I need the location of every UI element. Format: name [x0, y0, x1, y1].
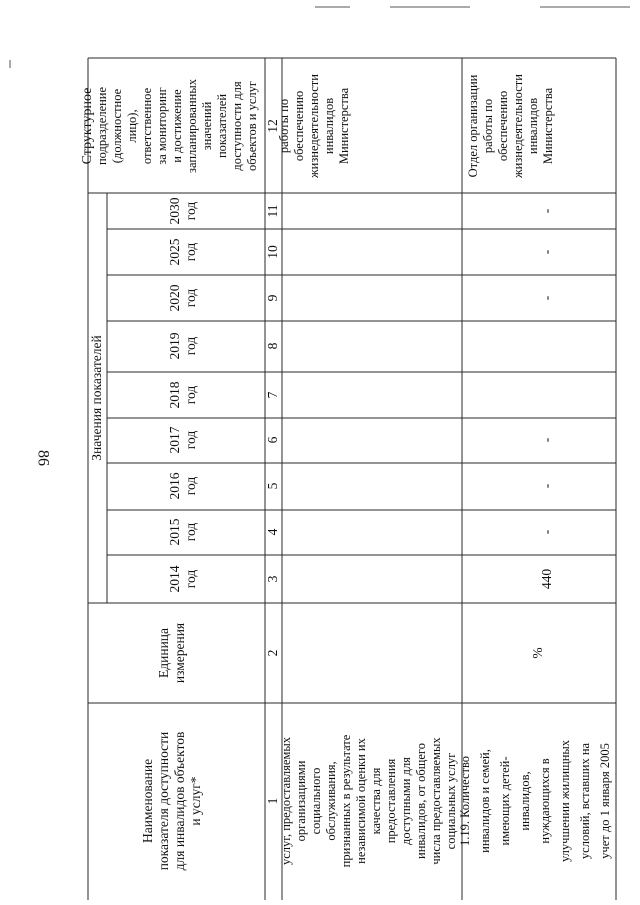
responsible-line: жизнедеятельности — [511, 74, 525, 178]
year-suffix: год — [183, 522, 198, 542]
year-suffix: год — [183, 476, 198, 496]
header-year-2018 — [167, 381, 198, 408]
row-name-line: социальных услуг — [444, 752, 458, 850]
value-2016: - — [539, 483, 555, 489]
column-number: 6 — [265, 436, 281, 444]
year-suffix: год — [183, 242, 198, 262]
column-number: 8 — [265, 342, 281, 350]
responsible-line: жизнедеятельности — [307, 74, 321, 178]
responsible-line: Министерства — [337, 87, 351, 165]
row-name-line: улучшении жилищных — [558, 739, 572, 863]
responsible-line: инвалидов — [526, 97, 540, 155]
responsible-line: доступности для — [230, 81, 244, 171]
row-2-values — [539, 208, 554, 589]
column-number: 1 — [265, 797, 281, 805]
value-2017: - — [539, 437, 555, 443]
value-2025: - — [539, 249, 555, 255]
row-name-line: инвалидов, от общего — [414, 743, 428, 859]
responsible-line: Отдел организации — [466, 74, 480, 178]
year-suffix: год — [183, 430, 198, 450]
page-number: 86 — [34, 450, 52, 466]
row-2-name-cell — [458, 739, 612, 862]
row-name-line: предоставления — [384, 758, 398, 844]
column-numbers-row — [265, 119, 280, 804]
responsible-line: запланированных — [185, 79, 199, 173]
header-year-2017 — [167, 426, 198, 453]
year-label: 2018 — [167, 381, 182, 409]
value-2030: - — [539, 208, 555, 214]
year-label: 2017 — [167, 426, 182, 454]
row-name-line: признанных в результате — [339, 734, 353, 868]
year-label: 2030 — [167, 197, 182, 225]
row-name-line: обслуживания, — [324, 761, 338, 841]
column-number: 12 — [265, 119, 281, 133]
header-unit-line: Единица — [156, 627, 171, 679]
header-unit-line: измерения — [172, 622, 187, 684]
year-label: 2020 — [167, 284, 182, 312]
row-name-line: 1.19. Количество — [458, 755, 472, 847]
group-header: Значения показателей — [89, 335, 105, 461]
column-number: 10 — [265, 245, 281, 259]
header-year-2016 — [167, 472, 198, 499]
responsible-line: показателей — [215, 93, 229, 159]
header-year-2025 — [167, 238, 198, 265]
row-name-line: инвалидов и семей, — [478, 749, 492, 853]
responsible-line: подразделение — [95, 86, 109, 166]
header-year-2019 — [167, 332, 198, 359]
responsible-line: инвалидов — [322, 97, 336, 155]
column-number: 4 — [265, 528, 281, 536]
year-label: 2014 — [167, 565, 182, 593]
responsible-line: работы по — [481, 98, 495, 154]
column-number: 7 — [265, 391, 281, 399]
header-year-2014 — [167, 565, 198, 592]
responsible-line: обеспечению — [496, 90, 510, 162]
year-label: 2025 — [167, 238, 182, 266]
header-name-line: Наименование — [140, 758, 155, 844]
responsible-line: объектов и услуг — [245, 80, 259, 172]
responsible-line: значений — [200, 101, 214, 151]
header-name-line: и услуг* — [188, 776, 203, 826]
responsible-line: за мониторинг — [155, 87, 169, 165]
year-suffix: год — [183, 569, 198, 589]
header-year-2015 — [167, 518, 198, 545]
row-name-line: учет до 1 января 2005 — [598, 743, 612, 859]
row-name-line: инвалидов, — [518, 771, 532, 831]
column-number: 2 — [265, 649, 281, 657]
responsible-line: работы по — [277, 98, 291, 154]
row-name-line: числа предоставляемых — [429, 737, 443, 865]
responsible-line: лицо), — [125, 109, 139, 143]
year-suffix: год — [183, 288, 198, 308]
column-number: 11 — [265, 204, 281, 218]
value-2020: - — [539, 295, 555, 301]
value-2015: - — [539, 529, 555, 535]
value-2014: 440 — [539, 568, 555, 590]
responsible-line: ответственное — [140, 87, 154, 165]
row-2-unit: % — [530, 647, 546, 659]
header-year-2020 — [167, 284, 198, 311]
header-unit-cell — [156, 623, 187, 683]
row-name-line: организациями — [294, 760, 308, 842]
column-number: 9 — [265, 294, 281, 302]
responsible-line: (должностное — [110, 88, 124, 164]
scan-marks — [10, 7, 630, 68]
year-suffix: год — [183, 201, 198, 221]
responsible-line: обеспечению — [292, 90, 306, 162]
row-1-name-cell — [279, 734, 458, 867]
row-name-line: нуждающихся в — [538, 758, 552, 844]
year-label: 2016 — [167, 472, 182, 500]
header-name-line: для инвалидов объектов — [172, 731, 187, 871]
column-number: 3 — [265, 575, 281, 583]
responsible-line: Министерства — [541, 87, 555, 165]
row-name-line: имеющих детей- — [498, 756, 512, 846]
row-name-line: качества для — [369, 767, 383, 835]
year-label: 2015 — [167, 518, 182, 546]
row-name-line: доступными для — [399, 757, 413, 845]
year-label: 2019 — [167, 332, 182, 360]
year-suffix: год — [183, 385, 198, 405]
header-name-cell — [140, 732, 203, 871]
row-name-line: независимой оценки их — [354, 738, 368, 864]
column-number: 5 — [265, 482, 281, 490]
header-year-2030 — [167, 197, 198, 224]
responsible-line: и достижение — [170, 89, 184, 163]
row-1-responsible-cell — [277, 74, 351, 179]
row-2-responsible-cell — [466, 74, 555, 179]
row-name-line: условий, вставших на — [578, 742, 592, 860]
header-responsible-cell — [80, 78, 259, 173]
row-name-line: социального — [309, 767, 323, 835]
row-name-line: услуг, предоставляемых — [279, 736, 293, 866]
responsible-line: Структурное — [80, 87, 95, 165]
header-name-line: показателя доступности — [156, 731, 171, 871]
year-suffix: год — [183, 336, 198, 356]
